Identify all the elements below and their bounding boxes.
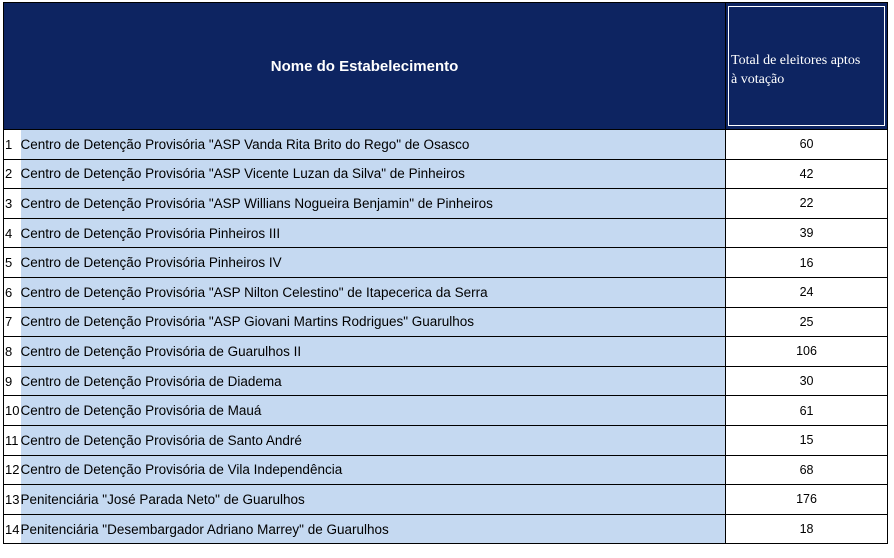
row-number: 11: [4, 425, 21, 455]
header-row: [4, 3, 888, 130]
row-number: 8: [4, 337, 21, 367]
total-voters-cell: 176: [726, 485, 888, 515]
establishment-name-cell: Centro de Detenção Provisória "ASP Willians Nogueira Benjamin" de Pinheiros: [21, 189, 726, 219]
table-body: [4, 130, 888, 544]
voters-table: [3, 2, 888, 544]
establishment-name-cell: Centro de Detenção Provisória "ASP Nilton Celestino" de Itapecerica da Serra: [21, 277, 726, 307]
table-row: [4, 248, 888, 278]
establishment-name-cell: Centro de Detenção Provisória "ASP Vanda Rita Brito do Rego" de Osasco: [21, 130, 726, 160]
header-total-line1: Total de eleitores aptos: [731, 53, 861, 68]
total-voters-cell: 42: [726, 159, 888, 189]
total-voters-cell: 106: [726, 337, 888, 367]
total-voters-cell: 24: [726, 277, 888, 307]
establishment-name-cell: Penitenciária "José Parada Neto" de Guarulhos: [21, 485, 726, 515]
row-number: 4: [4, 218, 21, 248]
establishment-name-cell: Penitenciária "Desembargador Adriano Marrey" de Guarulhos: [21, 514, 726, 544]
establishment-name-cell: Centro de Detenção Provisória "ASP Vicente Luzan da Silva" de Pinheiros: [21, 159, 726, 189]
total-voters-cell: 60: [726, 130, 888, 160]
row-number: 14: [4, 514, 21, 544]
row-number: 12: [4, 455, 21, 485]
establishment-name-cell: Centro de Detenção Provisória Pinheiros IV: [21, 248, 726, 278]
total-voters-cell: 39: [726, 218, 888, 248]
table-row: [4, 130, 888, 160]
header-total-voters: [726, 3, 888, 130]
table-row: [4, 455, 888, 485]
row-number: 2: [4, 159, 21, 189]
row-number: 13: [4, 485, 21, 515]
row-number: 10: [4, 396, 21, 426]
table-row: [4, 218, 888, 248]
total-voters-cell: 22: [726, 189, 888, 219]
table-row: [4, 307, 888, 337]
establishment-name-cell: Centro de Detenção Provisória de Santo André: [21, 425, 726, 455]
total-voters-cell: 30: [726, 366, 888, 396]
establishment-name-cell: Centro de Detenção Provisória "ASP Giovani Martins Rodrigues" Guarulhos: [21, 307, 726, 337]
establishment-name-cell: Centro de Detenção Provisória de Guarulhos II: [21, 337, 726, 367]
total-voters-cell: 61: [726, 396, 888, 426]
row-number: 9: [4, 366, 21, 396]
table-row: [4, 159, 888, 189]
total-voters-cell: 25: [726, 307, 888, 337]
establishment-name-cell: Centro de Detenção Provisória Pinheiros III: [21, 218, 726, 248]
table-row: [4, 425, 888, 455]
total-voters-cell: 15: [726, 425, 888, 455]
total-voters-cell: 16: [726, 248, 888, 278]
total-voters-cell: 18: [726, 514, 888, 544]
table-row: [4, 337, 888, 367]
row-number: 1: [4, 130, 21, 160]
table-row: [4, 277, 888, 307]
row-number: 7: [4, 307, 21, 337]
table-row: [4, 189, 888, 219]
table-row: [4, 514, 888, 544]
header-total-line2: à votação: [731, 72, 785, 87]
establishment-name-cell: Centro de Detenção Provisória de Mauá: [21, 396, 726, 426]
table-row: [4, 485, 888, 515]
table-row: [4, 396, 888, 426]
header-total-voters-box: [728, 6, 885, 126]
row-number: 5: [4, 248, 21, 278]
row-number: 3: [4, 189, 21, 219]
establishment-name-cell: Centro de Detenção Provisória de Vila Independência: [21, 455, 726, 485]
total-voters-cell: 68: [726, 455, 888, 485]
table-row: [4, 366, 888, 396]
header-establishment-name: Nome do Estabelecimento: [4, 3, 726, 130]
row-number: 6: [4, 277, 21, 307]
establishment-name-cell: Centro de Detenção Provisória de Diadema: [21, 366, 726, 396]
